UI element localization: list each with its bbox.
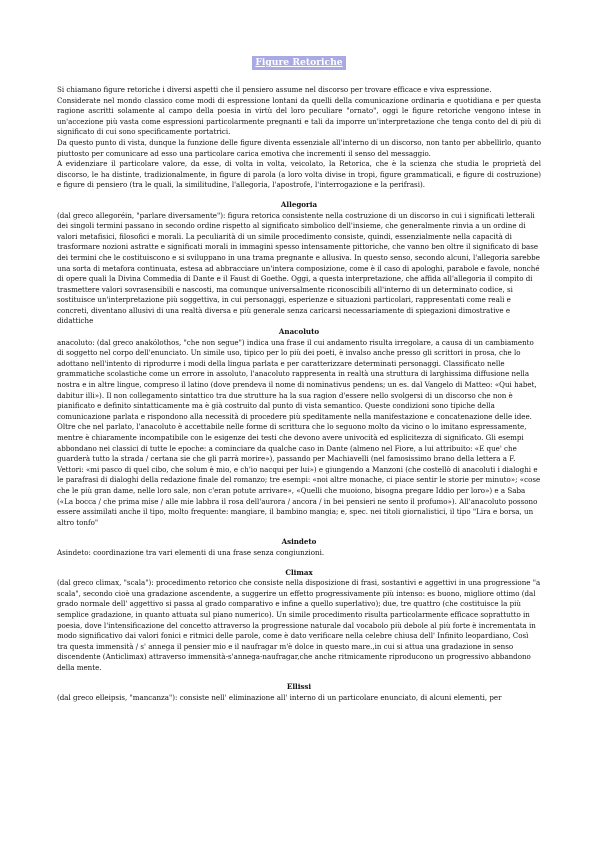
intro-paragraph-4: A evidenziare il particolare valore, da esse, di volta in volta, veicolato, la Retorica, che è la scienza che studia le proprietà del discorso, le ha distinte, tradizionalmente, in figure di parola (a loro volta divise in tropi, figure grammaticali, e figure di costruzione) e figure di pensiero (tra le quali, la similitudine, l'allegoria, l'apostrofe, l'interrogazione e la perifrasi). [57, 159, 541, 190]
allegoria-heading: Allegoria [280, 199, 318, 209]
climax-heading: Climax [285, 567, 313, 577]
ellissi-text: (dal greco elleipsis, "mancanza"): consiste nell' eliminazione all' interno di un particolare enunciato, di alcuni elementi, per [57, 693, 502, 703]
intro-paragraph-3: Da questo punto di vista, dunque la funzione delle figure diventa essenziale all'interno di un discorso, non tanto per abbellirlo, quanto piuttosto per comunicare ad esso una particolare carica emotiva che incrementi il senso del messaggio. [57, 137, 541, 158]
asindeto-text: Asindeto: coordinazione tra vari elementi di una frase senza congiunzioni. [57, 547, 325, 557]
spacer [57, 673, 541, 682]
allegoria-text: (dal greco allegoréin, "parlare diversamente"): figura retorica consistente nella costruzione di un discorso in cui i significati letterali dei singoli termini passano in secondo ordine rispetto al significato simbolico dell'insieme, che generalmente rinvia a un ordine di valori metafisici, filosofici e morali. La peculiarità di un simile procedimento consiste, quindi, essenzialmente nella capacità di trasformare nozioni astratte e significati morali in immagini spesso intensamente pittoriche, che vanno ben oltre il significato di base dei termini che le costituiscono e si sviluppano in una trama pregnante e allusiva. In questo senso, secondo alcuni, l'allegoria sarebbe una sorta di metafora continuata, estesa ad abbracciare un'intera composizione, come è il caso di apologhi, parabole e favole, nonché di opere quali la Divina Commedia di Dante e il Faust di Goethe. Oggi, a questa interpretazione, che affida all'allegoria il compito di trasmettere valori sovrasensibili e nascosti, ma comunque universalmente riconoscibili all'interno di un determinato codice, si sostituisce un'interpretazione più soggettiva, in cui personaggi, esperienze e situazioni particolari, rappresentati come reali e concreti, diventano allusivi di una realtà diversa e più generale senza caricarsi necessariamente di spiegazioni dimostrative e didattiche [57, 210, 540, 326]
intro-paragraph-2: Considerate nel mondo classico come modi di espressione lontani da quelli della comunicazione ordinaria e quotidiana e per questa ragione ascritti solamente al campo della poesia in virtù del loro peculiare "ornato", oggi le figure retoriche vengono intese in un'accezione più vasta come espressioni particolarmente pregnanti e tali da imporre un'interpretazione che tenga conto del di più di significato di cui sono specificamente portatrici. [57, 95, 541, 137]
climax-text: (dal greco climax, "scala"): procedimento retorico che consiste nella disposizione di frasi, sostantivi e aggettivi in una progressione "a scala", secondo cioè una gradazione ascendente, a suggerire un effetto progressivamente più intenso: es buono, migliore ottimo (dal grado normale dell' aggettivo si passa al grado comparativo e infine a quello superlativo); due, tre quattro (che costituisce la più semplice gradazione, in quanto attuata sul piano numerico). Un simile procedimento risulta particolarmente efficace soprattutto in poesia, dove l'intensificazione del concetto attraverso la progressione naturale dal vocabolo più debole al più forte è incrementata in modo significativo dai valori fonici e ritmici delle parole, come è dato verificare nella celebre chiusa dell' Infinito leopardiano, Così tra questa immensità / s' annega il pensier mio e il naufragar m'è dolce in questo mare.,in cui si attua una gradazione in senso discendente (Anticlimax) attraverso immensità-s'annega-naufragar,che anche ritmicamente riproducono un progressivo abbandono della mente. [57, 578, 541, 672]
title-wrap [57, 56, 541, 70]
intro-paragraph-1: Si chiamano figure retoriche i diversi aspetti che il pensiero assume nel discorso per trovare efficace e viva espressione. [57, 85, 492, 94]
ellissi-heading: Ellissi [286, 682, 312, 692]
document-page [57, 56, 541, 704]
page-title: Figure Retoriche [252, 56, 345, 70]
spacer [57, 528, 541, 537]
anacoluto-text: anacoluto: (dal greco anakólothos, "che non segue") indica una frase il cui andamento risulta irregolare, a causa di un cambiamento di soggetto nel corpo dell'enunciato. Un simile uso, tipico per lo più dei poeti, è invalso anche presso gli scrittori in prosa, che lo adottano nell'intento di riprodurre i modi della lingua parlata e per caratterizzare determinati personaggi. Classificato nelle grammatiche scolastiche come un errore in assoluto, l'anacoluto rappresenta in realtà una struttura di larghissima diffusione nella nostra e in altre lingue, compreso il latino (dove prendeva il nome di nominativus pendens; un es. dal Vangelo di Matteo: «Qui habet, dabitur illi»). Il non collegamento sintattico tra due strutture ha la sua ragion d'essere nello svolgersi di un discorso che non è pianificato e definito sintatticamente ma è già costruito dal punto di vista semantico. Queste condizioni sono tipiche della comunicazione parlata e rispondono alla necessità di procedere più speditamente nella manifestazione e concatenazione delle idee. Oltre che nel parlato, l'anacoluto è accettabile nelle forme di scrittura che lo seguono molto da vicino o lo imitano espressamente, mentre è chiaramente incompatibile con le esigenze dei testi che devono avere univocità ed esplicitezza di significato. Gli esempi abbondano nei classici di tutte le epoche: a cominciare da qualche caso in Dante (almeno nel Fiore, a lui attribuito: «E que' che guarderà tutto la strada / certana sie che gli parrà morire»), passando per Machiavelli (nel famosissimo brano della lettera a F. Vettori: «mi pasco di quel cibo, che solum è mio, e ch'io nacqui per lui») e giungendo a Manzoni (che costellò di anacoluti i dialoghi e le parafrasi di dialoghi della redazione finale del romanzo; tre esempi: «noi altre monache, ci piace sentir le storie per minuto»; «cose che le più gran dame, nelle loro sale, non c'eran potute arrivare», «Quelli che muoiono, bisogna pregare Iddio per loro») e a Saba («La bocca / che prima mise / alle mie labbra il rosa dell'aurora / ancora / in bei pensieri ne sento il profumo»). All'anacoluto possono essere assimilati anche il tipo, molto frequente: mangiare, il bambino mangia; e, spec. nei titoli giornalistici, il tipo "Lira e borsa, un altro tonfo" [57, 337, 541, 527]
asindeto-heading: Asindeto [281, 537, 317, 547]
spacer [57, 559, 541, 568]
anacoluto-heading: Anacoluto [278, 327, 320, 337]
spacer [57, 191, 541, 200]
